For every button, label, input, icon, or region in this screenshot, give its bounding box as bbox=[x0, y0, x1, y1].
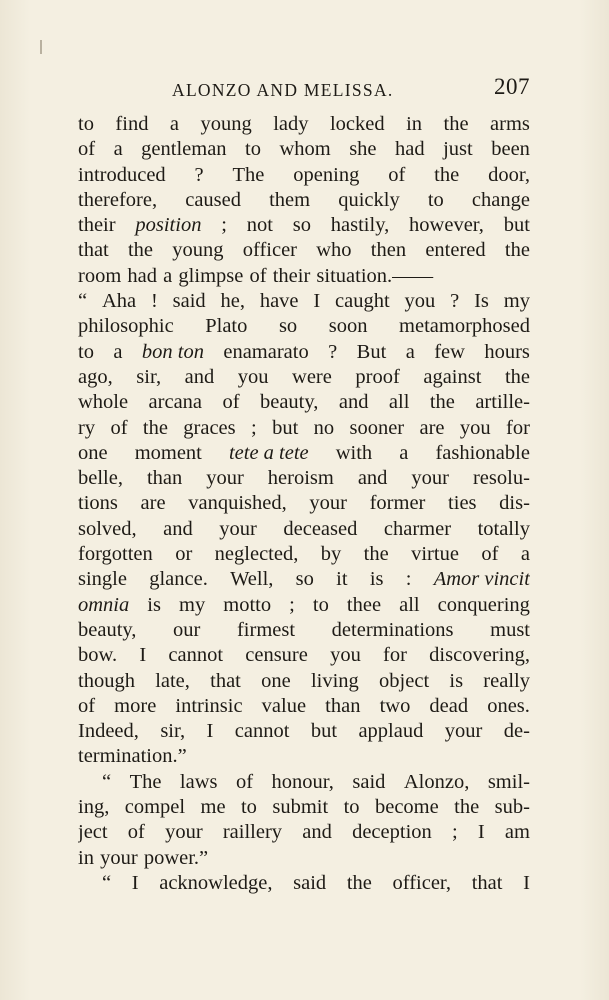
word: that bbox=[471, 871, 503, 894]
text-line bbox=[78, 314, 530, 339]
word: deceased bbox=[283, 517, 358, 540]
word: one bbox=[78, 441, 108, 464]
word: sir, bbox=[136, 365, 162, 388]
word: a bbox=[113, 138, 123, 161]
word: two bbox=[379, 694, 411, 717]
word: to bbox=[78, 113, 94, 135]
word: artille- bbox=[475, 391, 530, 414]
word: them bbox=[269, 188, 311, 211]
word: caused bbox=[185, 188, 241, 211]
word: a bbox=[405, 340, 415, 363]
word: late, bbox=[155, 669, 190, 692]
word: against bbox=[423, 365, 482, 388]
text-line bbox=[78, 567, 530, 592]
word: Plato bbox=[205, 315, 248, 338]
word: tete a tete bbox=[228, 441, 309, 464]
text-line bbox=[78, 441, 530, 466]
word: ; bbox=[221, 214, 227, 237]
word: Alonzo, bbox=[403, 770, 470, 793]
word: ; bbox=[251, 416, 257, 439]
word: the bbox=[346, 871, 372, 894]
word: introduced bbox=[78, 163, 166, 186]
word: young bbox=[200, 113, 252, 135]
word: sooner bbox=[349, 416, 405, 439]
word: arcana bbox=[148, 391, 203, 414]
word: a bbox=[113, 340, 123, 363]
word: their bbox=[78, 214, 116, 237]
word: former bbox=[369, 492, 426, 515]
word: ties bbox=[448, 492, 477, 515]
word: door, bbox=[488, 163, 530, 186]
word: must bbox=[490, 618, 530, 641]
word: de- bbox=[503, 720, 530, 743]
word: gentleman bbox=[141, 138, 227, 161]
word: room bbox=[78, 264, 122, 287]
word: Indeed, bbox=[78, 720, 139, 743]
word: but bbox=[503, 214, 530, 237]
word: laws bbox=[179, 770, 218, 793]
word: have bbox=[259, 290, 299, 313]
word: said bbox=[352, 770, 386, 793]
word: determinations bbox=[331, 618, 454, 641]
word: firmest bbox=[236, 618, 296, 641]
word: of bbox=[110, 416, 128, 439]
word: your bbox=[309, 492, 347, 515]
word: your bbox=[206, 467, 244, 490]
body-text bbox=[78, 112, 530, 896]
word: who bbox=[316, 239, 352, 262]
word: few bbox=[434, 340, 465, 363]
word: arms bbox=[490, 113, 530, 135]
word: whom bbox=[279, 138, 331, 161]
text-line bbox=[78, 744, 530, 769]
text-line bbox=[78, 846, 530, 871]
word: the bbox=[454, 796, 480, 819]
text-line bbox=[78, 163, 530, 188]
word: ! bbox=[150, 290, 158, 313]
word: and bbox=[302, 821, 332, 844]
word: ones. bbox=[487, 694, 530, 717]
word: were bbox=[292, 365, 332, 388]
word: officer, bbox=[392, 871, 452, 894]
word: he, bbox=[220, 290, 245, 313]
word: Amor vincit bbox=[433, 568, 530, 591]
word: but bbox=[310, 720, 338, 743]
word: honour, bbox=[271, 770, 334, 793]
text-line bbox=[78, 795, 530, 820]
word: neglected, bbox=[214, 543, 299, 566]
word: “ bbox=[78, 290, 88, 313]
word: your bbox=[165, 821, 203, 844]
text-line bbox=[78, 593, 530, 618]
word: are bbox=[140, 492, 166, 515]
word: moment bbox=[134, 441, 202, 464]
word: it bbox=[336, 568, 348, 591]
word: belle, bbox=[78, 467, 123, 490]
word: and bbox=[163, 517, 193, 540]
text-line bbox=[78, 365, 530, 390]
word: for bbox=[383, 644, 407, 667]
text-line bbox=[78, 416, 530, 441]
text-line bbox=[78, 188, 530, 213]
word: you bbox=[404, 290, 436, 313]
word: smil- bbox=[487, 770, 530, 793]
word: your bbox=[219, 517, 257, 540]
word: opening bbox=[293, 163, 360, 186]
word: soon bbox=[328, 315, 368, 338]
text-line bbox=[78, 871, 530, 896]
word: compel bbox=[124, 796, 186, 819]
text-line bbox=[78, 112, 530, 137]
word: quickly bbox=[338, 188, 400, 211]
word: you bbox=[330, 644, 361, 667]
text-line bbox=[78, 213, 530, 238]
word: therefore, bbox=[78, 188, 158, 211]
word: bon ton bbox=[141, 340, 204, 363]
word: you bbox=[237, 365, 269, 388]
word: all bbox=[399, 593, 420, 616]
text-line bbox=[78, 719, 530, 744]
word: you bbox=[459, 416, 491, 439]
word: ry bbox=[78, 416, 96, 439]
word: the bbox=[363, 543, 389, 566]
word: termination.” bbox=[78, 745, 187, 768]
word: my bbox=[179, 593, 206, 616]
word: just bbox=[443, 138, 473, 161]
word: the bbox=[504, 239, 530, 262]
word: vanquished, bbox=[188, 492, 287, 515]
word: no bbox=[313, 416, 335, 439]
word: to bbox=[427, 188, 444, 211]
word: and bbox=[338, 391, 369, 414]
word: the bbox=[429, 391, 455, 414]
word: officer bbox=[242, 239, 298, 262]
word: forgotten bbox=[78, 543, 153, 566]
word: not bbox=[246, 214, 273, 237]
word: philosophic bbox=[78, 315, 174, 338]
word: : bbox=[405, 568, 412, 591]
word: young bbox=[172, 239, 224, 262]
word: had bbox=[127, 264, 158, 287]
text-line bbox=[78, 618, 530, 643]
word: proof bbox=[355, 365, 400, 388]
word: bow. bbox=[78, 644, 118, 667]
page-number: 207 bbox=[494, 74, 530, 99]
word: by bbox=[320, 543, 342, 566]
word: of bbox=[249, 264, 267, 287]
word: I bbox=[477, 821, 485, 844]
word: The bbox=[129, 770, 162, 793]
word: the bbox=[127, 239, 154, 262]
word: totally bbox=[477, 517, 530, 540]
word: hours bbox=[484, 340, 530, 363]
word: to bbox=[240, 796, 257, 819]
text-line bbox=[78, 517, 530, 542]
word: virtue bbox=[411, 543, 459, 566]
word: become bbox=[374, 796, 439, 819]
word: all bbox=[388, 391, 410, 414]
word: graces bbox=[183, 416, 236, 439]
word: ; bbox=[451, 821, 458, 844]
word: then bbox=[370, 239, 407, 262]
word: sir, bbox=[160, 720, 186, 743]
word: thee bbox=[346, 593, 382, 616]
word: value bbox=[261, 694, 307, 717]
word: locked bbox=[329, 113, 385, 135]
word: am bbox=[504, 821, 530, 844]
word: or bbox=[175, 543, 193, 566]
word: The bbox=[232, 163, 265, 186]
word: is bbox=[449, 669, 464, 692]
word: cannot bbox=[168, 644, 224, 667]
text-line bbox=[78, 340, 530, 365]
word: entered bbox=[425, 239, 486, 262]
word: enamarato bbox=[223, 340, 309, 363]
word: ing, bbox=[78, 796, 110, 819]
word: that bbox=[78, 239, 109, 262]
word: but bbox=[272, 416, 299, 439]
word: fashionable bbox=[435, 441, 530, 464]
word: situation.—— bbox=[316, 264, 434, 287]
text-line bbox=[78, 491, 530, 516]
word: solved, bbox=[78, 517, 137, 540]
word: tions bbox=[78, 492, 118, 515]
text-line bbox=[78, 289, 530, 314]
word: raillery bbox=[222, 821, 283, 844]
word: dead bbox=[429, 694, 469, 717]
word: omnia bbox=[78, 593, 130, 616]
word: a bbox=[163, 264, 173, 287]
word: of bbox=[78, 138, 96, 161]
text-line bbox=[78, 770, 530, 795]
word: are bbox=[419, 416, 445, 439]
word: I bbox=[131, 871, 139, 894]
word: my bbox=[503, 290, 530, 313]
word: acknowledge, bbox=[159, 871, 273, 894]
word: ago, bbox=[78, 365, 113, 388]
word: But bbox=[356, 340, 387, 363]
word: one bbox=[261, 669, 291, 692]
word: discovering, bbox=[429, 644, 530, 667]
text-line bbox=[78, 390, 530, 415]
text-line bbox=[78, 643, 530, 668]
word: to bbox=[245, 138, 261, 161]
word: to bbox=[312, 593, 329, 616]
page-header bbox=[80, 74, 530, 104]
word: a bbox=[399, 441, 409, 464]
word: the bbox=[434, 163, 460, 186]
text-line bbox=[78, 137, 530, 162]
word: power.” bbox=[143, 846, 209, 869]
word: caught bbox=[335, 290, 390, 313]
word: and bbox=[184, 365, 215, 388]
word: ? bbox=[194, 163, 204, 186]
word: Well, bbox=[230, 568, 274, 591]
word: dis- bbox=[499, 492, 530, 515]
word: object bbox=[379, 669, 430, 692]
text-line bbox=[78, 264, 530, 289]
word: of bbox=[127, 821, 145, 844]
word: censure bbox=[245, 644, 308, 667]
word: deception bbox=[352, 821, 432, 844]
word: she bbox=[349, 138, 377, 161]
word: beauty, bbox=[78, 618, 137, 641]
word: though bbox=[78, 669, 135, 692]
word: conquering bbox=[437, 593, 530, 616]
word: is bbox=[147, 593, 161, 616]
word: your bbox=[444, 720, 483, 743]
text-line bbox=[78, 542, 530, 567]
word: said bbox=[293, 871, 327, 894]
word: a bbox=[169, 113, 180, 135]
text-line bbox=[78, 669, 530, 694]
word: a bbox=[520, 543, 530, 566]
word: cannot bbox=[234, 720, 290, 743]
word: to bbox=[343, 796, 360, 819]
text-line bbox=[78, 820, 530, 845]
word: the bbox=[443, 113, 469, 135]
word: than bbox=[146, 467, 183, 490]
word: so bbox=[278, 315, 298, 338]
word: motto bbox=[223, 593, 272, 616]
word: whole bbox=[78, 391, 129, 414]
word: “ bbox=[102, 871, 112, 894]
word: charmer bbox=[383, 517, 452, 540]
word: your bbox=[411, 467, 449, 490]
word: single bbox=[78, 568, 127, 591]
word: I bbox=[139, 644, 147, 667]
word: that bbox=[210, 669, 241, 692]
word: ? bbox=[328, 340, 338, 363]
word: for bbox=[506, 416, 530, 439]
word: metamorphosed bbox=[399, 315, 530, 338]
word: their bbox=[272, 264, 311, 287]
word: your bbox=[100, 846, 138, 869]
word: ; bbox=[289, 593, 295, 616]
text-line bbox=[78, 694, 530, 719]
word: said bbox=[172, 290, 206, 313]
gutter-mark bbox=[40, 40, 42, 54]
word: “ bbox=[102, 770, 112, 793]
word: so bbox=[292, 214, 311, 237]
word: been bbox=[491, 138, 530, 161]
word: had bbox=[395, 138, 425, 161]
word: resolu- bbox=[472, 467, 530, 490]
word: of bbox=[78, 694, 96, 717]
word: Is bbox=[474, 290, 489, 313]
word: I bbox=[523, 871, 530, 894]
word: intrinsic bbox=[175, 694, 243, 717]
word: so bbox=[295, 568, 314, 591]
word: than bbox=[325, 694, 361, 717]
word: change bbox=[471, 188, 530, 211]
word: I bbox=[313, 290, 321, 313]
word: is bbox=[369, 568, 384, 591]
word: ject bbox=[78, 821, 108, 844]
word: find bbox=[115, 113, 149, 135]
word: applaud bbox=[358, 720, 424, 743]
word: glance. bbox=[149, 568, 208, 591]
word: however, bbox=[409, 214, 484, 237]
word: more bbox=[114, 694, 157, 717]
word: the bbox=[504, 365, 530, 388]
word: of bbox=[388, 163, 406, 186]
word: living bbox=[310, 669, 359, 692]
running-title: ALONZO AND MELISSA. bbox=[172, 80, 394, 100]
word: of bbox=[481, 543, 499, 566]
word: I bbox=[206, 720, 214, 743]
text-line bbox=[78, 238, 530, 263]
word: our bbox=[173, 618, 201, 641]
word: the bbox=[142, 416, 168, 439]
word: in bbox=[78, 846, 94, 869]
word: me bbox=[200, 796, 226, 819]
word: ? bbox=[450, 290, 460, 313]
word: glimpse bbox=[178, 264, 244, 287]
word: lady bbox=[273, 113, 309, 135]
word: heroism bbox=[267, 467, 334, 490]
word: really bbox=[483, 669, 530, 692]
word: of bbox=[235, 770, 254, 793]
word: hastily, bbox=[330, 214, 390, 237]
word: of bbox=[222, 391, 240, 414]
word: submit bbox=[272, 796, 329, 819]
word: to bbox=[78, 340, 94, 363]
word: Aha bbox=[101, 290, 137, 313]
word: position bbox=[135, 214, 202, 237]
word: in bbox=[406, 113, 423, 135]
word: sub- bbox=[494, 796, 530, 819]
word: beauty, bbox=[259, 391, 319, 414]
text-line bbox=[78, 466, 530, 491]
word: and bbox=[357, 467, 388, 490]
word: with bbox=[335, 441, 373, 464]
